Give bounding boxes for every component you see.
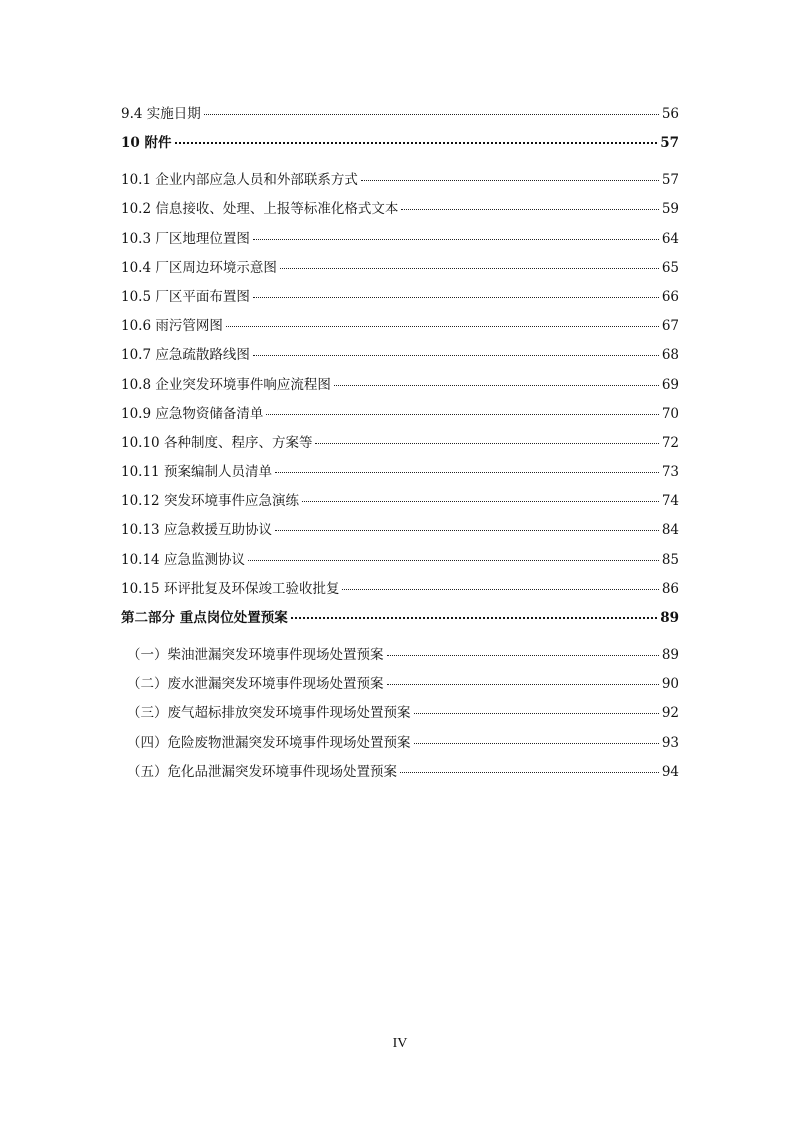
toc-entry-page: 67 [661, 318, 679, 335]
toc-entry-title: 10.4 厂区周边环境示意图 [121, 259, 277, 276]
toc-entry-page: 89 [660, 610, 679, 626]
toc-entry[interactable] [121, 520, 679, 540]
table-of-contents [121, 104, 679, 791]
toc-entry[interactable] [121, 133, 679, 153]
toc-entry-title: （五）危化品泄漏突发环境事件现场处置预案 [127, 763, 397, 780]
toc-entry[interactable] [121, 104, 679, 124]
toc-entry[interactable] [121, 199, 679, 219]
toc-entry[interactable] [121, 316, 679, 336]
dot-leader [334, 385, 659, 386]
toc-entry[interactable] [121, 674, 679, 694]
toc-entry[interactable] [121, 404, 679, 424]
toc-entry[interactable] [121, 703, 679, 723]
toc-entry-page: 65 [661, 259, 679, 276]
dot-leader [280, 268, 659, 269]
toc-entry-page: 93 [661, 734, 679, 751]
toc-entry-page: 56 [661, 106, 679, 122]
toc-entry-title: 10.3 厂区地理位置图 [121, 230, 250, 247]
toc-entry-title: （一）柴油泄漏突发环境事件现场处置预案 [127, 647, 384, 663]
dot-leader [401, 209, 658, 210]
dot-leader [275, 530, 659, 531]
toc-entry-title: 10.6 雨污管网图 [121, 318, 223, 335]
toc-entry-title: 10.12 突发环境事件应急演练 [121, 493, 299, 510]
toc-entry-page: 73 [661, 464, 679, 481]
toc-entry-title: 10.5 厂区平面布置图 [121, 288, 250, 305]
dot-leader [226, 326, 659, 327]
dot-leader [387, 655, 659, 656]
toc-entry[interactable] [121, 462, 679, 482]
dot-leader [361, 180, 659, 181]
toc-entry-title: 10 附件 [121, 135, 172, 152]
toc-entry-title: 第二部分 重点岗位处置预案 [121, 610, 288, 626]
dot-leader [266, 414, 658, 415]
toc-entry-title: 10.8 企业突发环境事件响应流程图 [121, 376, 331, 393]
toc-entry[interactable] [121, 579, 679, 599]
toc-entry[interactable] [121, 433, 679, 453]
page-number: IV [392, 1036, 408, 1051]
toc-entry-page: 70 [661, 405, 679, 422]
toc-entry-page: 64 [661, 230, 679, 247]
toc-entry-page: 90 [661, 676, 679, 693]
toc-entry-title: 10.7 应急疏散路线图 [121, 347, 250, 364]
dot-leader [253, 239, 659, 240]
dot-leader [400, 772, 659, 773]
dot-leader [248, 560, 659, 561]
toc-entry-title: 10.14 应急监测协议 [121, 551, 245, 568]
toc-entry-page: 57 [661, 172, 679, 189]
toc-entry-title: 10.9 应急物资储备清单 [121, 405, 264, 422]
dot-leader [204, 114, 659, 115]
toc-entry-title: 10.10 各种制度、程序、方案等 [121, 434, 313, 451]
dot-leader [414, 743, 659, 744]
toc-entry[interactable] [121, 645, 679, 665]
toc-entry-page: 89 [661, 647, 679, 663]
dot-leader [291, 617, 658, 619]
toc-entry[interactable] [121, 762, 679, 782]
toc-entry-page: 72 [661, 434, 679, 451]
toc-entry-title: （三）废气超标排放突发环境事件现场处置预案 [127, 705, 411, 722]
toc-entry-page: 66 [661, 288, 679, 305]
toc-entry-page: 86 [661, 580, 679, 597]
toc-entry-page: 85 [661, 551, 679, 568]
toc-entry[interactable] [121, 491, 679, 511]
toc-entry[interactable] [121, 229, 679, 249]
toc-entry[interactable] [121, 345, 679, 365]
toc-entry-title: 10.13 应急救援互助协议 [121, 522, 272, 539]
dot-leader [342, 589, 658, 590]
dot-leader [275, 472, 659, 473]
dot-leader [175, 142, 658, 144]
toc-entry[interactable] [121, 608, 679, 628]
dot-leader [253, 297, 659, 298]
toc-entry-page: 57 [660, 135, 679, 152]
dot-leader [315, 443, 658, 444]
toc-entry[interactable] [121, 550, 679, 570]
toc-entry[interactable] [121, 287, 679, 307]
toc-entry[interactable] [121, 170, 679, 190]
toc-entry-page: 94 [661, 763, 679, 780]
toc-entry-title: 10.1 企业内部应急人员和外部联系方式 [121, 172, 358, 189]
toc-entry-page: 74 [661, 493, 679, 510]
toc-entry-title: 9.4 实施日期 [121, 106, 201, 122]
toc-entry-title: 10.15 环评批复及环保竣工验收批复 [121, 580, 340, 597]
toc-entry[interactable] [121, 375, 679, 395]
dot-leader [387, 684, 659, 685]
toc-entry-title: 10.11 预案编制人员清单 [121, 464, 272, 481]
toc-entry[interactable] [121, 258, 679, 278]
toc-entry-page: 92 [661, 705, 679, 722]
dot-leader [253, 355, 659, 356]
toc-entry-page: 69 [661, 376, 679, 393]
dot-leader [414, 713, 659, 714]
toc-entry-title: 10.2 信息接收、处理、上报等标准化格式文本 [121, 201, 399, 218]
toc-entry-page: 84 [661, 522, 679, 539]
toc-entry-title: （二）废水泄漏突发环境事件现场处置预案 [127, 676, 384, 693]
toc-entry-page: 68 [661, 347, 679, 364]
toc-entry[interactable] [121, 733, 679, 753]
toc-entry-page: 59 [661, 201, 679, 218]
dot-leader [302, 501, 659, 502]
toc-entry-title: （四）危险废物泄漏突发环境事件现场处置预案 [127, 734, 411, 751]
